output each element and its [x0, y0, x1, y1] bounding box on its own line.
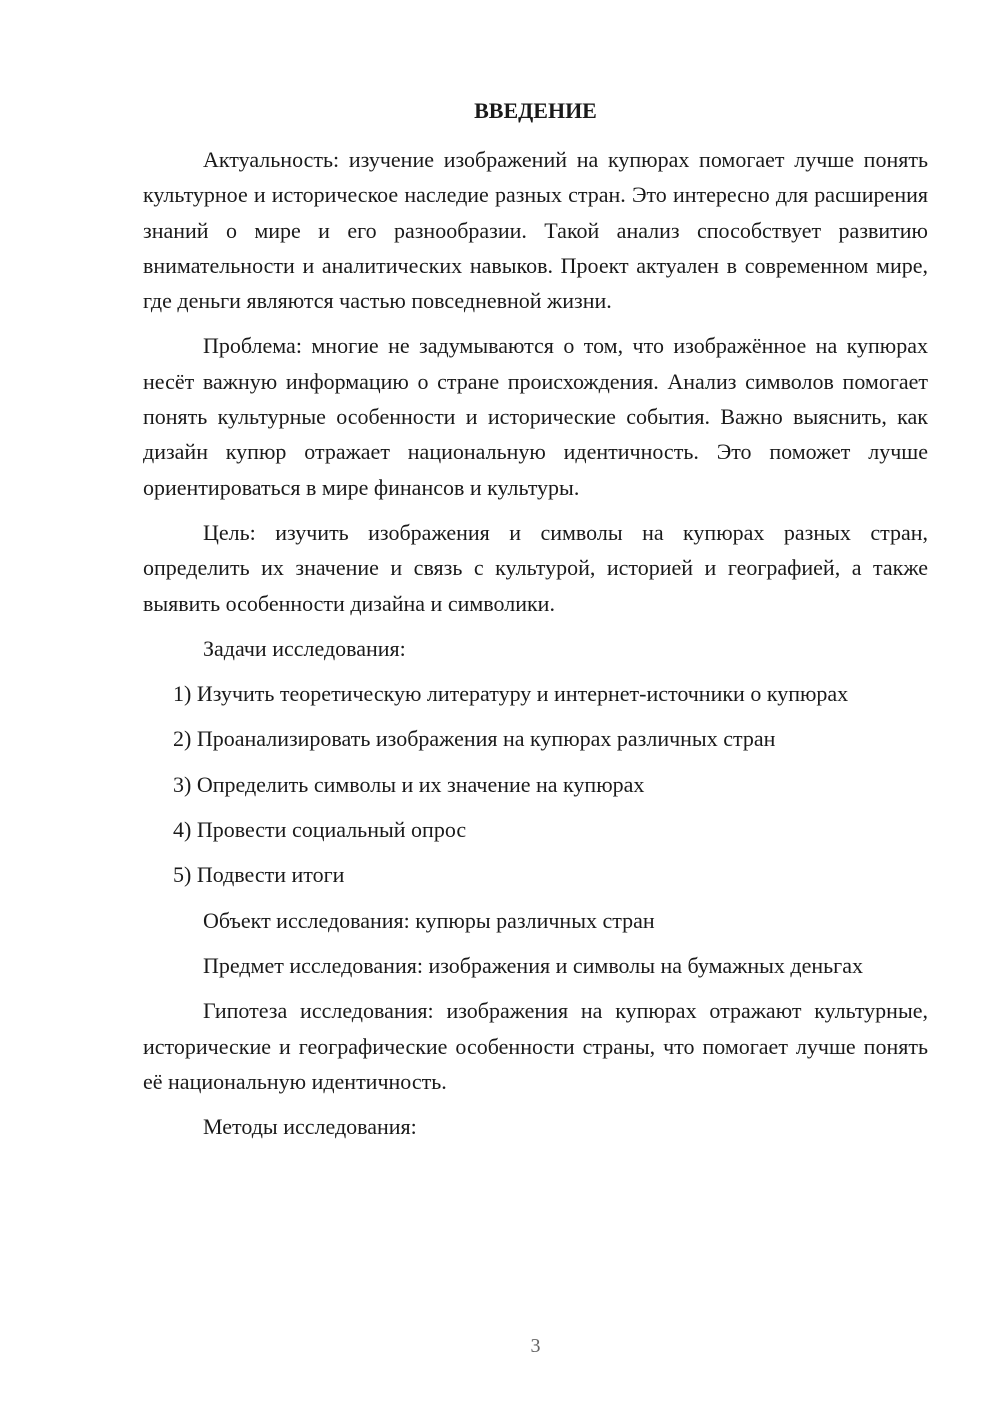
page-title: ВВЕДЕНИЕ — [474, 98, 597, 123]
tasks-heading: Задачи исследования: — [203, 635, 406, 661]
task-item-5: 5) Подвести итоги — [173, 862, 345, 888]
task-item-3: 3) Определить символы и их значение на купюрах — [173, 771, 645, 797]
goal-paragraph: Цель: изучить изображения и символы на купюрах разных стран, определить их значение и связь с культурой, историей и географией, а также выявить особенности дизайна и символики. — [143, 519, 928, 616]
relevance-paragraph: Актуальность: изучение изображений на купюрах помогает лучше понять культурное и историческое наследие разных стран. Это интересно для расширения знаний о мире и его разнообразии. Такой анализ способствует развитию внимательности и аналитических навыков. Проект актуален в современном мире, где деньги являются частью повседневной жизни. — [143, 147, 928, 314]
task-item-4: 4) Провести социальный опрос — [173, 817, 467, 843]
methods-heading: Методы исследования: — [203, 1114, 417, 1140]
hypothesis-paragraph: Гипотеза исследования: изображения на купюрах отражают культурные, исторические и географические особенности страны, что помогает лучше понять её национальную идентичность. — [143, 998, 928, 1094]
object-paragraph: Объект исследования: купюры различных стран — [203, 907, 655, 933]
task-item-2: 2) Проанализировать изображения на купюрах различных стран — [173, 726, 776, 752]
page-number: 3 — [530, 1335, 541, 1357]
document-page — [143, 0, 928, 1414]
problem-paragraph: Проблема: многие не задумываются о том, что изображённое на купюрах несёт важную информацию о стране происхождения. Анализ символов помогает понять культурные особенности и исторические события. Важно выяснить, как дизайн купюр отражает национальную идентичность. Это поможет лучше ориентироваться в мире финансов и культуры. — [143, 333, 928, 500]
task-item-1: 1) Изучить теоретическую литературу и интернет-источники о купюрах — [173, 681, 849, 707]
document-body — [143, 142, 928, 1154]
subject-paragraph: Предмет исследования: изображения и символы на бумажных деньгах — [203, 952, 863, 978]
